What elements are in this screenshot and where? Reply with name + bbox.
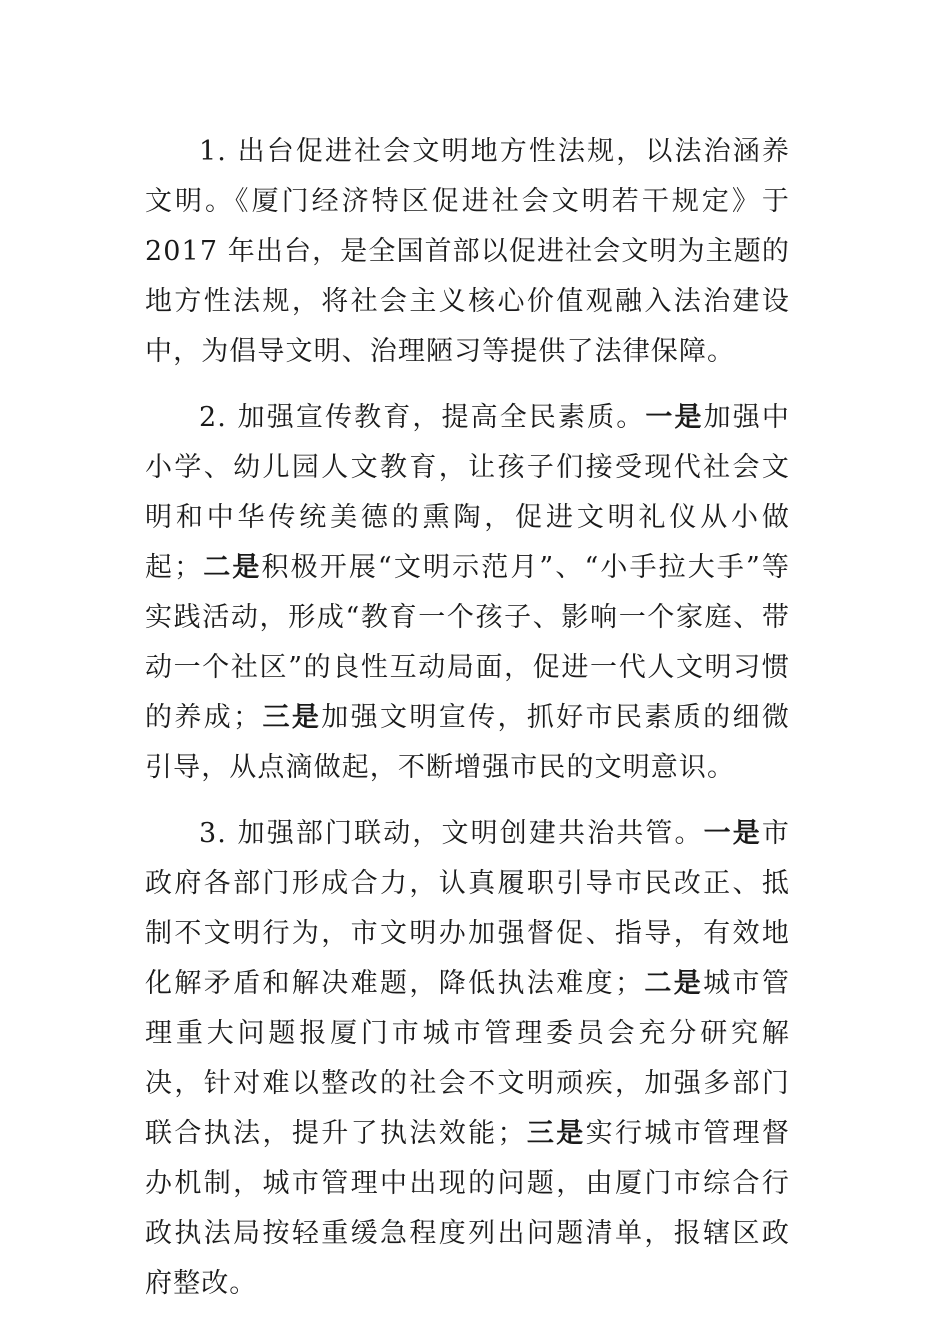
paragraph-1: [145, 127, 790, 377]
paragraph-3-point-3-text: 实行城市管理督办机制，城市管理中出现的问题，由厦门市综合行政执法局按轻重缓急程度列出问题清单，报辖区政府整改。: [145, 1118, 790, 1299]
paragraph-3-point-2-marker: 二是: [643, 968, 704, 999]
paragraph-3: [145, 809, 790, 1309]
paragraph-2-point-3-text: 加强文明宣传，抓好市民素质的细微引导，从点滴做起，不断增强市民的文明意识。: [145, 702, 790, 783]
paragraph-3-point-2-text: 城市管理重大问题报厦门市城市管理委员会充分研究解决，针对难以整改的社会不文明顽疾，加强多部门联合执法，提升了执法效能；: [145, 968, 790, 1149]
paragraph-3-point-1-marker: 一是: [703, 818, 762, 849]
document-body: [145, 127, 790, 1309]
paragraph-2-point-2-marker: 二是: [202, 552, 262, 583]
paragraph-3-point-1-text: 市政府各部门形成合力，认真履职引导市民改正、抵制不文明行为，市文明办加强督促、指导，有效地化解矛盾和解决难题，降低执法难度；: [145, 818, 790, 999]
paragraph-2-point-2-text: 积极开展“文明示范月”、“小手拉大手”等实践活动，形成“教育一个孩子、影响一个家庭、带动一个社区”的良性互动局面，促进一代人文明习惯的养成；: [145, 552, 790, 733]
paragraph-3-point-3-marker: 三是: [525, 1118, 586, 1149]
paragraph-2-point-1-text: 加强中小学、幼儿园人文教育，让孩子们接受现代社会文明和中华传统美德的熏陶，促进文明礼仪从小做起；: [145, 402, 790, 583]
paragraph-2-heading: 2. 加强宣传教育，提高全民素质。: [199, 402, 646, 433]
paragraph-2-point-3-marker: 三是: [261, 702, 322, 733]
paragraph-2: [145, 393, 790, 793]
paragraph-2-point-1-marker: 一是: [645, 402, 704, 433]
paragraph-3-heading: 3. 加强部门联动，文明创建共治共管。: [199, 818, 704, 849]
paragraph-1-text: 1. 出台促进社会文明地方性法规，以法治涵养文明。《厦门经济特区促进社会文明若干规定》于 2017 年出台，是全国首部以促进社会文明为主题的地方性法规，将社会主义核心价值观融入法治建设中，为倡导文明、治理陋习等提供了法律保障。: [145, 136, 790, 367]
